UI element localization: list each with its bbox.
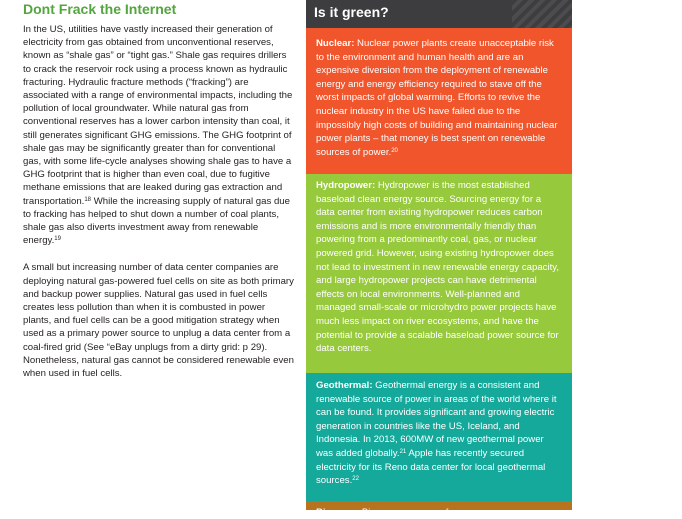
panel-text (316, 379, 562, 488)
panel-body: Biomass can come from many sources (359, 507, 528, 518)
article-column (23, 0, 295, 394)
panel-text (316, 506, 562, 519)
article-paragraph-fracking (23, 23, 295, 247)
panel-label: Biomass: (316, 507, 360, 518)
panel-body: Nuclear power plants create unacceptable risk to the environment and human health and are an expensive diversion from the deployment of renewable energy and energy efficiency required to stave off the worst impacts of global warming. Efforts to revive the nuclear industry in the US have failed due to the impossibly high costs of building and maintaining nuclear power plants – that money is best spent on renewable sources of power. (316, 38, 558, 158)
panel-body: Hydropower is the most established baseload clean energy source. Sourcing energy for a data center from existing hydropower reduces carbon emissions and is more environmentally friendly than powering from a predominantly coal, gas, or nuclear powered grid. However, using existing hydropower does not lead to investment in new renewable energy capacity, and large hydropower projects can have detrimental effects on local environments. Well-planned and managed small-scale or microhydro power projects have much less impact on river ecosystems, and have the potential to provide a scalable baseload power source for data centers. (316, 180, 560, 355)
footnote-ref: 18 (84, 196, 92, 203)
panel-body: Geothermal energy is a consistent and renewable source of power in areas of the world where it can be found. It provides significant and growing electric generation in countries like the US, Iceland, and Indonesia. In 2013, 600MW of new geothermal power was added globally. (316, 380, 557, 459)
sidebar-header (306, 0, 572, 28)
panel-text (316, 179, 562, 356)
panel-label: Nuclear: (316, 38, 355, 49)
nuclear-panel (306, 28, 572, 174)
article-paragraph-fuel-cells (23, 261, 295, 380)
panel-label: Geothermal: (316, 380, 373, 391)
hydropower-panel (306, 174, 572, 373)
footnote-ref: 22 (352, 476, 359, 483)
panel-text (316, 37, 562, 159)
footnote-ref: 21 (399, 448, 407, 455)
footnote-ref: 19 (54, 236, 61, 243)
panel-body: Apple has recently secured electricity for its Reno data center for local geothermal sources. (316, 447, 546, 487)
sidebar-title: Is it green? (314, 4, 389, 20)
footnote-ref: 20 (391, 147, 398, 154)
panel-label: Hydropower: (316, 180, 376, 191)
green-energy-sidebar (306, 0, 572, 518)
paragraph-text: In the US, utilities have vastly increased their generation of electricity from gas obtained from unconventional reserves, known as “shale gas” or “tight gas.” Shale gas requires drillers to crack the reservoir rock using a process known as hydraulic fracturing. Hydraulic fracture methods (“fracking”) are associated with a range of environmental impacts, including the pollution of local groundwater. While natural gas from conventional reserves has a lower carbon intensity than coal, it still generates significant GHG emissions. The GHG footprint of shale gas may be significantly greater than for conventional gas, with some life-cycle analyses showing shale gas to have a GHG footprint that is higher than even coal, due to fugitive methane emissions that are leaked during gas extraction and transportation. (23, 24, 293, 207)
biomass-panel (306, 501, 572, 518)
header-stripes-decoration (512, 0, 572, 28)
article-title: Dont Frack the Internet (23, 1, 177, 17)
paragraph-text: A small but increasing number of data center companies are deploying natural gas-powered fuel cells on site as both primary and backup power supplies. Natural gas used in fuel cells creates less pollution than when it is combusted in power plants, and fuel cells can be a good mitigation strategy when used as a primary power source to unplug a data center from a coal-fired grid (See “eBay unplugs from a dirty grid: p 29). Nonetheless, natural gas cannot be considered renewable even when used in fuel cells. (23, 262, 294, 380)
geothermal-panel (306, 373, 572, 501)
paragraph-text: While the increasing supply of natural gas due to fracking has helped to shut down a number of coal plants, shale gas also diverts investment away from renewable energy. (23, 195, 290, 247)
